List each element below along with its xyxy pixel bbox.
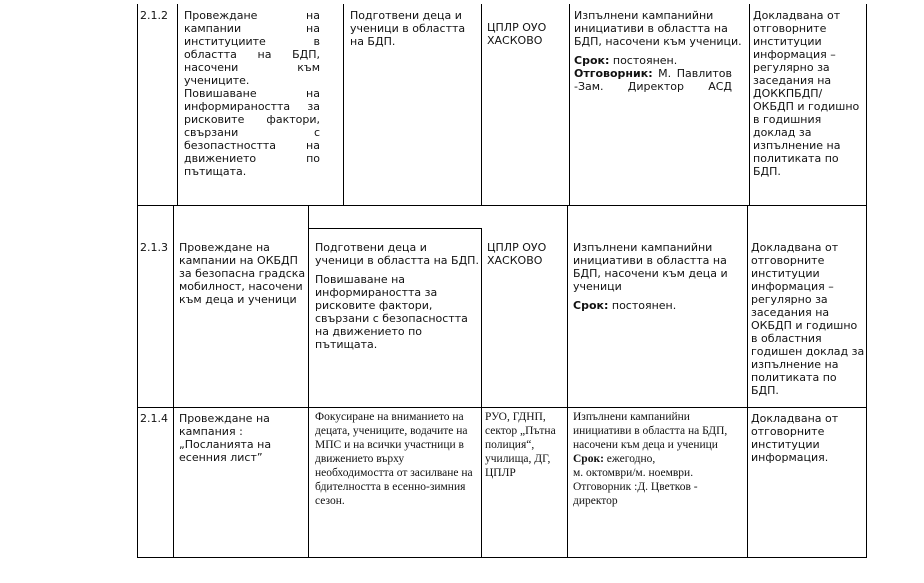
grid-line — [343, 4, 344, 205]
grid-line — [747, 205, 748, 557]
row-number — [140, 241, 174, 254]
grid-line — [137, 407, 867, 408]
grid-line — [308, 228, 482, 229]
grid-line — [569, 4, 570, 205]
deadline-line — [573, 299, 745, 312]
grid-line — [866, 205, 867, 557]
indicator-cell — [573, 410, 745, 508]
grid-line — [137, 205, 138, 557]
grid-line — [137, 4, 138, 205]
indicator-cell — [574, 9, 746, 93]
owner-line: Отговорник :Д. Цветков - директор — [573, 481, 698, 507]
row-number-text: 2.1.2 — [140, 9, 168, 22]
grid-line — [137, 205, 867, 206]
grid-line — [481, 4, 482, 205]
activity-cell — [179, 412, 307, 464]
deadline-line — [574, 54, 746, 67]
reporting-text: Докладвана от отговорните институции информация. — [751, 412, 839, 464]
deadline-label: Срок: — [573, 299, 609, 312]
activity-text: Провеждане на кампании на институциите в областта на БДП, насочени към учениците. Повишаване на информираността за рисковите фактори, свързани с безопастността на движението по пътищата. — [184, 9, 320, 178]
indicator-text: Изпълнени кампанийни инициативи в областта на БДП, насочени към деца и ученици — [573, 241, 728, 293]
grid-line — [866, 4, 867, 205]
activity-cell — [179, 241, 307, 306]
grid-line — [173, 205, 174, 557]
responsible-cell — [487, 21, 567, 47]
reporting-cell — [751, 412, 865, 464]
result-cell — [350, 9, 478, 48]
indicator-cell — [573, 241, 745, 312]
reporting-cell — [753, 9, 863, 178]
reporting-cell — [751, 241, 865, 397]
result-cell — [315, 241, 479, 351]
row-number — [140, 9, 176, 22]
result-cell — [315, 410, 479, 508]
responsible-cell — [485, 410, 566, 480]
indicator-text: Изпълнени кампанийни инициативи в областта на БДП, насочени към ученици. — [574, 9, 742, 48]
deadline-label: Срок: — [573, 453, 604, 465]
deadline-detail: м. октомври/м. ноември. — [573, 467, 694, 479]
reporting-text: Докладвана от отговорните институции информация – регулярно за заседания на ОКБДП и годишно в областния годишен доклад за изпълнение на политиката по БДП. — [751, 241, 865, 397]
result-text: Фокусиране на вниманието на децата, учениците, водачите на МПС и на всички участници в движението върху необходимостта от засилване на бдителността в есенно-зимния сезон. — [315, 411, 473, 507]
responsible-text: ЦПЛР ОУО ХАСКОВО — [487, 241, 547, 267]
grid-line — [137, 557, 867, 558]
responsible-text: РУО, ГДНП, сектор „Пътна полиция“, училища, ДГ, ЦПЛР — [485, 411, 556, 479]
deadline-value: постоянен. — [608, 299, 677, 312]
grid-line — [308, 205, 309, 557]
activity-text: Провеждане на кампании на ОКБДП за безопасна градска мобилност, насочени към деца и ученици — [179, 241, 306, 306]
deadline-value: ежегодно, — [603, 453, 656, 465]
owner-value: М. Павлитов -Зам. Директор АСД — [574, 67, 732, 93]
row-number-text: 2.1.3 — [140, 241, 168, 254]
grid-line — [177, 4, 178, 205]
reporting-text: Докладвана от отговорните институции информация – регулярно за заседания на ДОККПБДП/ ОКБДП и годишно в годишния доклад за изпълнение на политиката по БДП. — [753, 9, 860, 178]
grid-line — [749, 4, 750, 205]
activity-text: Провеждане на кампания : „Посланията на есенния лист” — [179, 412, 272, 464]
deadline-line — [573, 452, 745, 466]
responsible-text: ЦПЛР ОУО ХАСКОВО — [487, 21, 547, 47]
row-number-text: 2.1.4 — [140, 412, 168, 425]
result-text: Подготвени деца и ученици в областта на БДП. — [350, 9, 466, 48]
owner-label: Отговорник: — [574, 67, 653, 80]
row-number — [140, 412, 174, 425]
grid-line — [481, 228, 482, 557]
activity-cell — [184, 9, 320, 178]
deadline-value: постоянен. — [609, 54, 678, 67]
result-text: Подготвени деца и ученици в областта на БДП. — [315, 241, 479, 267]
grid-line — [567, 205, 568, 557]
responsible-cell — [487, 241, 566, 267]
deadline-label: Срок: — [574, 54, 610, 67]
owner-line — [574, 67, 732, 93]
indicator-text: Изпълнени кампанийни инициативи в областта на БДП, насочени към деца и ученици — [573, 411, 728, 451]
result-text: Повишаване на информираността за рисковите фактори, свързани с безопасността на движението по пътищата. — [315, 273, 468, 351]
